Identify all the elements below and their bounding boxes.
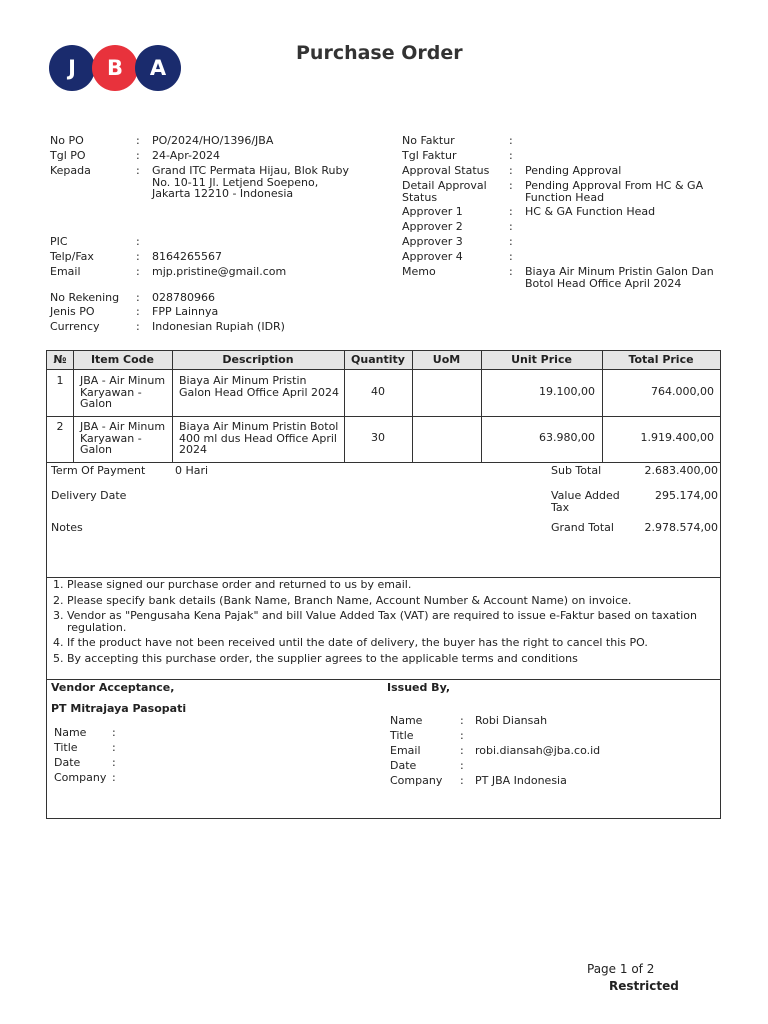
divider	[47, 416, 720, 417]
term-item: 3. Vendor as "Pengusaha Kena Pajak" and bill Value Added Tax (VAT) are required to issue e-Faktur based on taxation regulation.	[67, 610, 715, 633]
row-1-no: 1	[56, 374, 64, 387]
column-header-total-price: Total Price	[628, 353, 694, 366]
approval-status-value: Pending Approval	[525, 164, 622, 177]
row-1-item-code: JBA - Air Minum Karyawan - Galon	[80, 374, 166, 411]
field-label: Approver 4	[402, 250, 463, 263]
terms-list	[47, 579, 715, 668]
field-label: Title	[54, 741, 78, 754]
field-separator: :	[509, 179, 513, 192]
row-1-description: Biaya Air Minum Pristin Galon Head Office April 2024	[179, 374, 340, 399]
row-1-total-price: 764.000,00	[651, 385, 714, 398]
issued-by-heading: Issued By,	[387, 681, 451, 694]
row-2-item-code: JBA - Air Minum Karyawan - Galon	[80, 420, 166, 457]
row-1-quantity: 40	[371, 385, 385, 398]
field-label: Approver 3	[402, 235, 463, 248]
column-header-unit-price: Unit Price	[511, 353, 572, 366]
sub-total-label: Sub Total	[551, 464, 602, 477]
phone-value: 8164265567	[152, 250, 222, 263]
field-separator: :	[509, 205, 513, 218]
vat-value: 295.174,00	[655, 489, 718, 502]
field-label: Email	[50, 265, 81, 278]
field-separator: :	[112, 726, 116, 739]
field-separator: :	[460, 714, 464, 727]
account-value: 028780966	[152, 291, 215, 304]
field-label: No Faktur	[402, 134, 455, 147]
field-separator: :	[509, 220, 513, 233]
field-label: Company	[390, 774, 443, 787]
field-label: Date	[390, 759, 417, 772]
field-label: Name	[54, 726, 87, 739]
column-header-quantity: Quantity	[351, 353, 405, 366]
column-header-uom: UoM	[432, 353, 461, 366]
field-separator: :	[136, 149, 140, 162]
field-separator: :	[460, 729, 464, 742]
memo-value: Biaya Air Minum Pristin Galon Dan Botol Head Office April 2024	[525, 265, 714, 290]
field-separator: :	[509, 235, 513, 248]
recipient-address: Grand ITC Permata Hijau, Blok Ruby No. 10-11 Jl. Letjend Soepeno, Jakarta 12210 - Indonesia	[152, 164, 349, 201]
field-separator: :	[509, 164, 513, 177]
field-label: Approval Status	[402, 164, 490, 177]
po-type-value: FPP Lainnya	[152, 305, 219, 318]
sub-total-value: 2.683.400,00	[644, 464, 718, 477]
email-link[interactable]: mjp.pristine@gmail.com	[152, 265, 287, 278]
logo-letter-a: A	[135, 45, 181, 91]
field-label: Detail Approval Status	[402, 179, 487, 204]
vendor-company-name: PT Mitrajaya Pasopati	[51, 702, 187, 715]
field-separator: :	[136, 134, 140, 147]
field-separator: :	[509, 250, 513, 263]
logo-letter-j: J	[49, 45, 95, 91]
field-separator: :	[509, 149, 513, 162]
issuer-name-value: Robi Diansah	[475, 714, 548, 727]
grand-total-label: Grand Total	[551, 521, 614, 534]
row-2-description: Biaya Air Minum Pristin Botol 400 ml dus Head Office April 2024	[179, 420, 339, 457]
classification-label: Restricted	[609, 979, 679, 993]
field-separator: :	[136, 164, 140, 177]
term-item: 1. Please signed our purchase order and returned to us by email.	[67, 579, 715, 591]
term-of-payment-value: 0 Hari	[175, 464, 209, 477]
field-label: Email	[390, 744, 421, 757]
field-label: Tgl PO	[50, 149, 86, 162]
field-label: Telp/Fax	[50, 250, 94, 263]
po-date: 24-Apr-2024	[152, 149, 221, 162]
column-header-no: №	[53, 353, 67, 366]
field-separator: :	[136, 305, 140, 318]
field-separator: :	[136, 235, 140, 248]
vendor-acceptance-heading: Vendor Acceptance,	[51, 681, 175, 694]
field-label: Jenis PO	[50, 305, 95, 318]
term-of-payment-label: Term Of Payment	[51, 464, 146, 477]
field-label: Memo	[402, 265, 436, 278]
field-separator: :	[460, 774, 464, 787]
column-header-item-code: Item Code	[90, 353, 155, 366]
document-title: Purchase Order	[296, 42, 463, 64]
grand-total-value: 2.978.574,00	[644, 521, 718, 534]
field-label: Currency	[50, 320, 100, 333]
po-number: PO/2024/HO/1396/JBA	[152, 134, 274, 147]
company-logo	[49, 45, 181, 91]
row-2-quantity: 30	[371, 431, 385, 444]
items-table	[46, 350, 721, 463]
field-label: No Rekening	[50, 291, 120, 304]
delivery-date-label: Delivery Date	[51, 489, 127, 502]
issuer-email-link[interactable]: robi.diansah@jba.co.id	[475, 744, 601, 757]
issuer-company-value: PT JBA Indonesia	[475, 774, 567, 787]
column-header-description: Description	[222, 353, 294, 366]
detail-approval-value: Pending Approval From HC & GA Function Head	[525, 179, 704, 204]
field-separator: :	[509, 265, 513, 278]
field-label: No PO	[50, 134, 84, 147]
field-separator: :	[112, 771, 116, 784]
field-separator: :	[112, 741, 116, 754]
row-1-unit-price: 19.100,00	[539, 385, 595, 398]
term-item: 5. By accepting this purchase order, the supplier agrees to the applicable terms and conditions	[67, 653, 715, 665]
logo-letter-b: B	[92, 45, 138, 91]
row-2-total-price: 1.919.400,00	[640, 431, 714, 444]
field-label: Kepada	[50, 164, 91, 177]
field-separator: :	[509, 134, 513, 147]
field-label: Tgl Faktur	[402, 149, 457, 162]
page-number: Page 1 of 2	[587, 962, 655, 976]
term-item: 2. Please specify bank details (Bank Name, Branch Name, Account Number & Account Name) on invoice.	[67, 595, 715, 607]
term-item: 4. If the product have not been received until the date of delivery, the buyer has the right to cancel this PO.	[67, 637, 715, 649]
field-separator: :	[136, 320, 140, 333]
field-separator: :	[136, 250, 140, 263]
field-label: Approver 1	[402, 205, 463, 218]
currency-value: Indonesian Rupiah (IDR)	[152, 320, 285, 333]
field-label: Company	[54, 771, 107, 784]
field-separator: :	[460, 759, 464, 772]
field-label: Approver 2	[402, 220, 463, 233]
field-separator: :	[460, 744, 464, 757]
field-label: Name	[390, 714, 423, 727]
field-separator: :	[136, 291, 140, 304]
row-2-unit-price: 63.980,00	[539, 431, 595, 444]
field-separator: :	[112, 756, 116, 769]
field-label: PIC	[50, 235, 68, 248]
divider	[47, 369, 720, 370]
row-2-no: 2	[56, 420, 64, 433]
field-label: Title	[390, 729, 414, 742]
field-separator: :	[136, 265, 140, 278]
divider	[47, 679, 720, 680]
field-label: Date	[54, 756, 81, 769]
notes-label: Notes	[51, 521, 83, 534]
vat-label: Value Added Tax	[551, 489, 620, 514]
approver-1-value: HC & GA Function Head	[525, 205, 656, 218]
